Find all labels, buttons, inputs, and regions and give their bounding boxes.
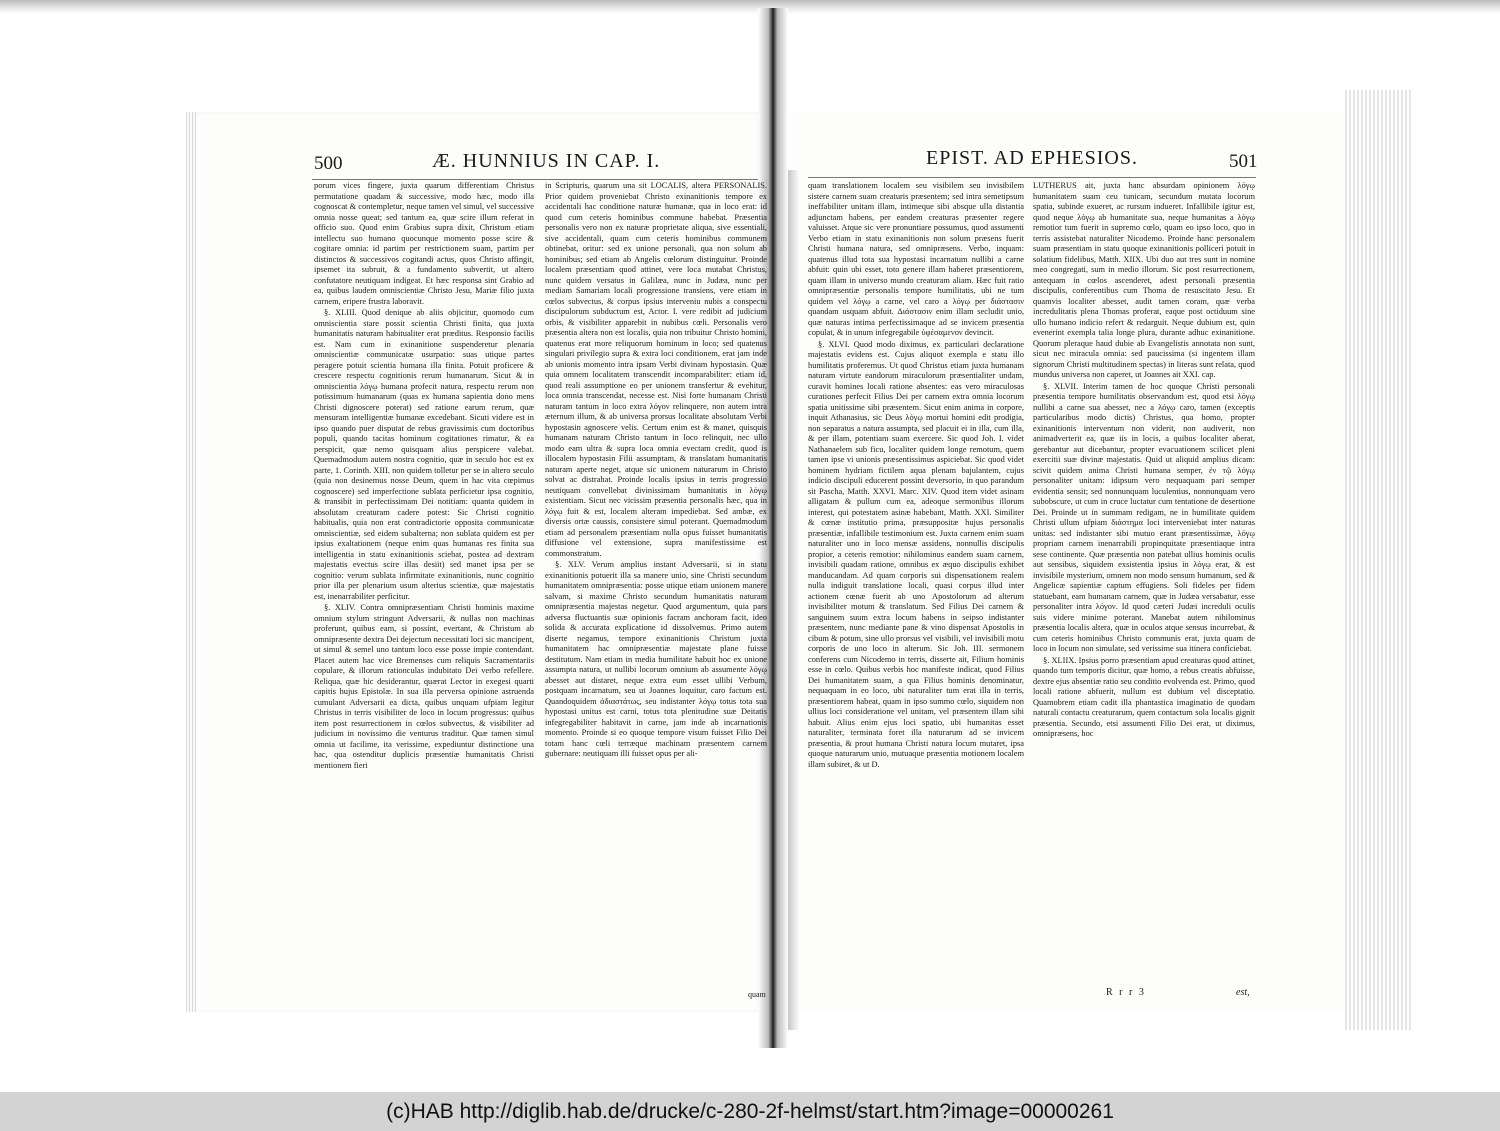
paragraph: in Scripturis, quarum una sit LOCALIS, altera PERSONALIS. Prior quidem proveniebat Christo exinanitionis tempore ex accidentali hac conditione naturæ humanæ, qua in loco erat: id quod cum ceteris hominibus commune habebat. Præsentia personalis vero non ex naturæ proprietate aliqua, sive essentiali, sive accidentali, quam cum ceteris hominibus communem obtinebat, oritur: sed ex unione personali, qua non solum ab hominibus; sed etiam ab Angelis cœlorum distinguitur. Proinde localem præsentiam quod attinet, vere loca mutabat Christus, nunc quidem versatus in Galilæa, nunc in Judæa, nunc per mediam Samariam locali progressione transiens, vere etiam in cœlos subvectus, & corpus ipsius interveniu nubis a conspectu discipulorum subductum est, Actor. I. vere redibit ad judicium orbis, & visibiliter apparebit in nubibus cœli. Personalis vero præsentia altera non est localis, quia non tribuitur Christo homini, quatenus erat more reliquorum hominum in loco; sed quatenus singulari privilegio supra & extra loci conditionem, erat jam inde ab unionis momento intra ipsam Verbi divinam hypostasin. Quæ quia omnem localitatem transcendit incomparabiliter: etiam id, quod reali assumptione eo per unionem transfertur & evehitur, loca omnia transcendat, necesse est. Nisi forte humanam Christi naturam tantum in loco extra λόγον relinquere, non autem intra æternum illum, & ab universa prorsus localitate absolutam Verbi hypostasin agnoscere velis. Certum enim est & manet, quisquis humanam naturam Christo tantum in loco relinquit, nec ullo modo eam ultra & supra loca omnia evectam credit, quod is illocalem hypostasin Filii assumptam, & translatam humanitatis naturam aperte neget, atque sic unionem naturarum in Christo solvat ac distrahat. Proinde localis ipsius in terris progressio neutiquam convellebat divinissimam humanitatis in λόγῳ existentiam. Sicut nec vicissim præsentia personalis hæc, qua in λόγῳ fuit & est, localem alteram impediebat. Sed ambæ, ex diversis ortæ caussis, consistere simul poterant. Quemadmodum etiam ad personalem præsentiam nulla opus fuisset humanitatis diffusione vel extensione, supra manifestissime est commonstratum.: [545, 181, 767, 558]
right-page-column-2: [1033, 181, 1255, 986]
paragraph: §. XLIII. Quod denique ab aliis objicitur, quomodo cum omniscientia stare possit scientia Christi finita, qua juxta humanitatis naturam habitualiter erat præditus. Responsio facilis est. Nam cum in exinanitione suspenderetur plenaria omniscientiæ communicatæ usurpatio: suas utique partes peragere potuit scientia humana illa finita. Potuit proficere & crescere respectu cognitionis rerum humanarum. Sicut & in omniscientia λόγῳ humana profecit natura, respectu rerum non potissimum humanarum (quas ex humana sapientia dono mens Christi dignoscere poterat) sed ratione earum rerum, quæ mensuram intelligentiæ humanæ excedebant. Sicuti videre est in ipso quando puer disputat de rebus gravissimis cum doctoribus populi, quando tacitas hominum cogitationes rimatur, & ea perspicit, quæ nemo quisquam alius perspicere valebat. Quemadmodum autem nostra cognitio, quæ in seculo hoc est ex parte, 1. Corinth. XIII. non quidem tolletur per se in altero seculo (quia non desinemus nosse Deum, quem in hac vita cœpimus cognoscere) sed imperfectione sublata perficietur ipsa cognitio, & transibit in perfectissimam Dei notitiam: quanta quidem in absolutam creaturam cadere potest: Sic Christi cognitio habitualis, quia non erat contradictorie opposita communicatæ omniscientiæ, sed eidem subalterna; non sublata quidem est per ipsius exaltationem (neque enim quas humanas res finita sua intelligentia in statu exinanitionis sciebat, postea ad dextram majestatis evectus scire illas desiit) sed manet ipsa per se cognitio: verum sublata infirmitate exinanitionis, nunc cognitio prior illa per plenarium usum alterius scientiæ, quæ majestatis est, inenarrabiliter perficitur.: [314, 308, 534, 601]
paragraph: §. XLIIX. Ipsius porro præsentiam apud creaturas quod attinet, quando tum temporis dicitur, quæ homo, a rebus creatis abfuisse, dextre ejus absentiæ ratio seu conditio evolvenda est. Primo, quod locali ratione abfuerit, nullum est dubium vel disceptatio. Quamobrem etiam cadit illa phantastica imaginatio de quodam naturali contactu creaturarum, quem contactum sola localis gignit præsentia. Secundo, etsi assumenti Filio Dei erat, ut diximus, omnipræsens, hoc: [1033, 655, 1255, 738]
gutter-shadow: [788, 170, 800, 1030]
left-page-number: 500: [314, 153, 343, 174]
paragraph: §. XLV. Verum amplius instant Adversarii, si in statu exinanitionis potuerit illa sa manere unio, sine Christi secundum humanitatem omnipræsentia: posse utique etiam unionem manere salvam, si maxime Christo secundum humanitatis naturam omnipræsentia majestas negetur. Quod argumentum, quia pars adversa fluctuantis suæ opinionis facram anchoram facit, ideo solida & accurata explicatione id dissolvemus. Primo autem diserte negamus, tempore exinanitionis Christum juxta humanitatem hac omnipræsentiæ majestate plane fuisse destitutum. Nam etiam in media humilitate habuit hoc ex unione assumpta natura, ut nullibi locorum omnium ab assumente λόγῳ abesset aut distaret, neque extra eum esset ullibi Verbum, postquam incarnatum, seu ut Joannes loquitur, caro factum est. Quandoquidem ἀδιαστάτως, seu indistanter λόγῳ totus tota sua hypostasi unitus est carni, totus tota plenitudine suæ Deitatis infegregabiliter habitavit in carne, jam inde ab incarnationis momento. Proinde si eo quoque tempore visum fuisset Filio Dei totam hanc cœli terræque machinam præsentem carnem gubernare: neutiquam illi fuisset opus per ali-: [545, 560, 767, 758]
right-page-number: 501: [1229, 151, 1258, 172]
left-page-edge: [186, 112, 196, 1012]
left-catchword: quam: [748, 990, 766, 999]
left-page-column-1: [314, 181, 534, 981]
right-catchword: est,: [1236, 987, 1250, 998]
right-page-column-1: [808, 181, 1024, 986]
left-page-column-2: [545, 181, 767, 981]
paragraph: LUTHERUS ait, juxta hanc absurdam opinionem λόγῳ humanitatem suam ceu tunicam, secundum mutata locorum spatia, subinde exueret, ac rursum indueret. Infallibile igitur est, quod neque λόγῳ ab humanitate sua, neque humanitas a λόγῳ remotior tum fuerit in supremo cœlo, quam eo ipso loco, quo in terris assistebat naturaliter Nicodemo. Proinde hanc personalem suam præsentiam in statu quoque exinanitionis polliceri potuit in solatium fidelibus, Matth. XIIX. Ubi duo aut tres sunt in nomine meo congregati, sum in medio illorum. Sic post resurrectionem, antequam in cœlos ascenderet, adest personali præsentia discipulis, conferentibus cum Thoma de resuscitato Jesu. Et quamvis localiter abesset, audit tamen coram, quæ verba incredulitatis plena Thomas proferat, eaque post octiduum sine ullo humano indicio refert & redarguit. Neque dubium est, quin evenerint exempla talia longe plura, durante adhuc exinanitione. Quorum pleraque haud dubie ab Evangelistis annotata non sunt, sicut nec miracula omnia: sed paucissima (si ingentem illam signorum Christi multitudinem spectas) in literas sunt relata, quod mundus universa non caperet, ut Joannes ait XXI. cap.: [1033, 181, 1255, 379]
right-page-stack-edge: [1345, 90, 1413, 1030]
right-running-head: EPIST. AD EPHESIOS.: [926, 147, 1138, 169]
paragraph: §. XLIV. Contra omnipræsentiam Christi hominis maxime omnium stylum stringunt Adversarii, & nullas non machinas proferunt, quibus eam, si possint, evertant, & Christum ab omnipræsente dextra Dei dejectum necessitati loci sic mancipent, ut simul & semel uno tantum loco esse posse impie contendant. Placet autem hac vice Bremenses cum reliquis Sacramentariis copulare, & illorum rationculas indubitato Dei verbo refellere. Reliqua, quæ hic desiderantur, quærat Lector in exegesi quarti capitis hujus Epistolæ. In sua illa perversa opinione astruenda cumulant Adversarii ea dicta, quibus unquam ufpiam legitur Christus in terris visibiliter de loco in locum progressus: quibus item post resurrectionem in cœlos subvectus, & visibiliter ad judicium in novissimo die venturus traditur. Quæ tamen simul omnia ut facilime, ita verissime, expediuntur distinctione una hac, qua ostenditur duplicis præsentiæ humanitatis Christi mentionem fieri: [314, 603, 534, 770]
left-header-rule: [312, 179, 758, 180]
paragraph: §. XLVII. Interim tamen de hoc quoque Christi personali præsentia tempore humilitatis observandum est, quod etsi λόγῳ nullibi a carne sua abesset, nec a λόγῳ caro, tamen (exceptis particularibus modo dictis) Christus, qua homo, propter exinanitionis interventum non viderit, non audiverit, non animadverterit ea, quæ iis in locis, a quibus localiter aberat, gerebantur aut dicebantur, propter evacuationem scilicet pleni exercitii suæ divinæ majestatis. Quid ut aliquid amplius dicam: scivit quidem anima Christi humana semper, ἐν τῷ λόγῳ personaliter unitam: idipsum vero nequaquam pari semper evidentia sensit; sed nonnunquam luculentius, nonnunquam vero subobscure, ut cum in cruce luctatur cum tentatione de desertione Dei. Proinde ut in summam redigam, ne in humilitate quidem Christi ullum ufpiam διάστημα loci interveniebat inter naturas unitas: sed indistanter sibi mutuo erant præsentissimæ, λόγῳ propriam carnem inenarrabili propinquitate præsentiaque intra sese continente. Quæ præsentia non patebat ullius hominis oculis aut sensibus, siquidem exsistentia ipsius in λόγῳ erat, & est invisibile mysterium, omnem non modo sensum humanum, sed & Angelicæ sapientiæ captum effugiens. Soli fideles per fidem statuebant, eam humanam carnem, quæ in Judæa versabatur, esse personaliter intra λόγον. Id quod cæteri Judæi increduli oculis suis videre minime poterant. Manebat autem nihilominus præsentia localis altera, quæ in oculos atque sensus incurrebat, & cum ceteris hominibus Christo communis erat, juxta quam de loco in locum non simulate, sed verissime sua itinera conficiebat.: [1033, 381, 1255, 653]
paragraph: quam translationem localem seu visibilem seu invisibilem sistere carnem suam creaturis præsentem; sed intra semetipsum ineffabiliter unitam illam, intimeque sibi absque ulla distantia adjunctam habens, per eandem creaturas præsenter regere valuisset. Atque sic vere pronuntiare possumus, quod assumenti Verbo etiam in statu exinanitionis non solum præsens fuerit Christi humana natura, sed omnipræsens. Verbo, inquam: quatenus illud tota sua hypostasi incarnatum nullibi a carne abfuit: quin ubi esset, toto genere illam haberet præsentiorem, quam illam in universo mundo creaturam aliam. Hæc fuit ratio omnipræsentiæ personalis tempore humilitatis, ubi ne tum quidem vel λόγῳ a carne, vel caro a λόγῳ per διάστασιν quandam usquam abfuit. Διάστασιν enim illam secludit unio, quæ naturas intima perfectissimaque ad se invicem præsentia copulat, & in unum infegregabile ὑφέσαμενον devincit.: [808, 181, 1024, 337]
paragraph: porum vices fingere, juxta quarum differentiam Christus permutatione quadam & successive, modo hæc, modo illa cognoscat & contempletur, neque tamen vel simul, vel successive omnia nosse queat; sed tantum ea, quæ scire illum referat in officio suo. Quod enim Grabius supra dixit, Christum etiam intellectu suo humano quocunque momento posse scire & cogitare omnia: id partim per restrictionem suam, partim per distinctos & successivos cogitandi actus, quos Christo affingit, ipsemet ita subruit, & a fundamento subvertit, ut altero confutatore neutiquam indigeat. Et hæc responsa sint Grabio ad ea, quibus laudem omniscientiæ Christo Jesu, Mariæ filio juxta carnem, eripere frustra laboravit.: [314, 181, 534, 306]
source-attribution-bar: (c)HAB http://diglib.hab.de/drucke/c-280-2f-helmst/start.htm?image=00000261: [0, 1092, 1500, 1131]
signature-mark: R r r 3: [1106, 987, 1146, 998]
left-running-head: Æ. HUNNIUS IN CAP. I.: [432, 150, 661, 172]
paragraph: §. XLVI. Quod modo diximus, ex particulari declaratione majestatis evidens est. Cujus aliquot exempla e statu illo humilitatis proferemus. Ut quod Christus etiam juxta humanam naturam virtute eandorum miraculorum præsentialiter undam, curavit homines locali ratione absentes: eas vero miraculosas curationes perfecit Filius Dei per carnem extra omnia locorum spatia unitissime sibi præsentem. Sicut enim anima in corpore, inquit Athanasius, sic Deus λόγῳ mortui homini edit prodigia, non separatus a natura assumpta, sed placuit ei in illa, cum illa, & per illam, potentiam suam exercere. Sic quod Joh. I. videt Nathanaelem sub ficu, localiter quidem longe remotum, quem tamen ipse vi unionis præsentissimus aspiciebat. Sic quod videt hominem hydriam fictilem aqua plenam bajulantem, cujus indicio discipuli educerent possint deversorio, in quo parandum sit Pascha, Matth. XXVI. Marc. XIV. Quod item videt asinam alligatam & pullum cum ea, adeoque sermonibus illorum interest, qui potestatem asinæ habebant, Matth. XXI. Similiter & cœnæ institutio prima, præsuppositæ hujus personalis præsentiæ, infallibile testimonium est. Juxta carnem enim suam naturaliter uno in loco mensæ assidens, nonnullis discipulis propior, a ceteris remotior: nihilominus eandem suam carnem, invisibili quadam ratione, omnibus ex æquo discipulis exhibet manducandam. Ad quam corporis sui dispensationem realem nulla indiguit translatione locali, quasi corpus illud inter actionem cœnæ fuerit ab uno Apostolorum ad alterum invisibiliter motum & translatum. Sed Filius Dei carnem & sanguinem suum extra locum habens in seipso indistanter præsentem, nunc mediante pane & vino dispensat Apostolis in cibum & potum, sine ullo prorsus vel visibili, vel invisibili motu corporis de uno loco in alterum. Sic Joh. III. sermonem conferens cum Nicodemo in terris, disserte ait, Filium hominis esse in cœlo. Quibus verbis hoc manifeste indicat, quod Filius Dei humanitatem suam, a qua Filius hominis denominatur, nequaquam in eo loco, ubi naturaliter tum erat illa in terris, præsentiorem habeat, quam in ipso summo cœlo, siquidem non ullius loci consideratione vel unitam, vel præsentem illam sibi habuit. Alius enim ejus loci spatio, ubi humanitas esset naturaliter, terminata foret illa naturarum ad se invicem præsentia, & prout humana Christi natura locum mutaret, ipsa quoque naturarum unio, mutuaque præsentia motionem localem illam subiret, & ut D.: [808, 339, 1024, 769]
scan-top-edge: [0, 0, 1500, 14]
right-header-rule: [808, 177, 1256, 178]
